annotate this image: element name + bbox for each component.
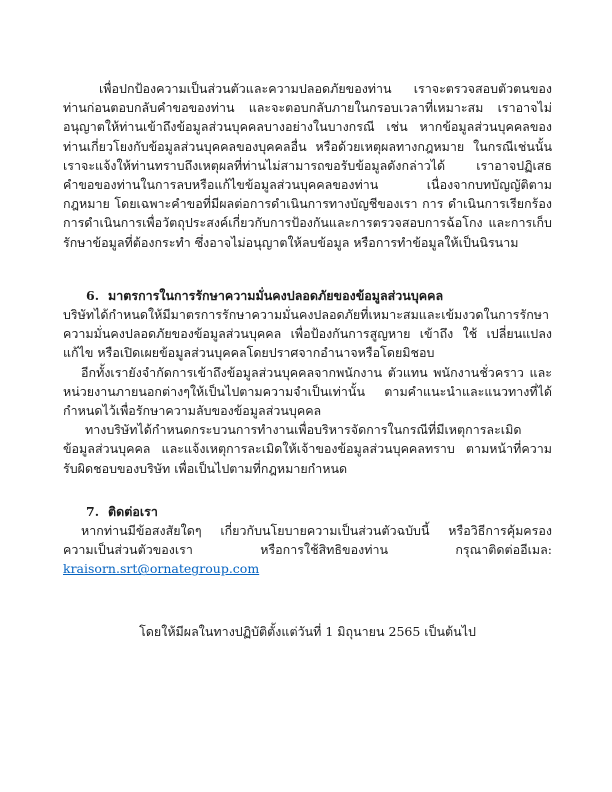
paragraph-breach-process: ทางบริษัทได้กำหนดกระบวนการทำงานเพื่อบริหารจัดการในกรณีที่มีเหตุการละเมิดข้อมูลส่วนบุคคล และแจ้งเหตุการละเมิดให้เจ้าของข้อมูลส่วนบุคคลทราบ ตามหน้าที่ความรับผิดชอบของบริษัท เพื่อเป็นไปตามที่กฎหมายกำหนด (63, 422, 552, 476)
document-content (63, 79, 552, 641)
paragraph-contact-text: หากท่านมีข้อสงสัยใดๆ เกี่ยวกับนโยบายความเป็นส่วนตัวฉบับนี้ หรือวิธีการคุ้มครองความเป็นส่วนตัวของเรา หรือการใช้สิทธิของท่าน กรุณาติดต่ออีเมล: (63, 523, 552, 558)
paragraph-security-measures: บริษัทได้กำหนดให้มีมาตรการรักษาความมั่นคงปลอดภัยที่เหมาะสมและเข้มงวดในการรักษาความมั่นคงปลอดภัยของข้อมูลส่วนบุคคล เพื่อป้องกันการสูญหาย เข้าถึง ใช้ เปลี่ยนแปลง แก้ไข หรือเปิดเผยข้อมูลส่วนบุคคลโดยปราศจากอำนาจหรือโดยมิชอบ (63, 307, 552, 361)
effective-date-line: โดยให้มีผลในทางปฏิบัติตั้งแต่วันที่ 1 มิถุนายน 2565 เป็นต้นไป (139, 623, 476, 639)
section-6-number: 6. (86, 287, 100, 303)
contact-email-link[interactable]: kraisorn.srt@ornategroup.com (63, 561, 260, 577)
section-7-heading (63, 502, 552, 521)
paragraph-contact (63, 521, 552, 579)
paragraph-access-limitation: อีกทั้งเรายังจำกัดการเข้าถึงข้อมูลส่วนบุคคลจากพนักงาน ตัวแทน พนักงานชั่วคราว และหน่วยงานภายนอกต่างๆให้เป็นไปตามความจำเป็นเท่านั้น ตามคำแนะนำและแนวทางที่ได้กำหนดไว้เพื่อรักษาความลับของข้อมูลส่วนบุคคล (63, 364, 552, 419)
paragraph-access-requests: เพื่อปกป้องความเป็นส่วนตัวและความปลอดภัยของท่าน เราจะตรวจสอบตัวตนของท่านก่อนตอบกลับคำขอของท่าน และจะตอบกลับภายในกรอบเวลาที่เหมาะสม เราอาจไม่อนุญาตให้ท่านเข้าถึงข้อมูลส่วนบุคคลบางอย่างในบางกรณี เช่น หากข้อมูลส่วนบุคคลของท่านเกี่ยวโยงกับข้อมูลส่วนบุคคลของบุคคลอื่น หรือด้วยเหตุผลทางกฎหมาย ในกรณีเช่นนั้น เราจะแจ้งให้ท่านทราบถึงเหตุผลที่ท่านไม่สามารถขอรับข้อมูลดังกล่าวได้ เราอาจปฏิเสธคำขอของท่านในการลบหรือแก้ไขข้อมูลส่วนบุคคลของท่าน เนื่องจากบทบัญญัติตามกฎหมาย โดยเฉพาะคำขอที่มีผลต่อการดำเนินการทางบัญชีของเรา การ ดำเนินการเรียกร้อง การดำเนินการเพื่อวัตถุประสงค์เกี่ยวกับการป้องกันและการตรวจสอบการฉ้อโกง และการเก็บรักษาข้อมูลที่ต้องกระทำ ซึ่งอาจไม่อนุญาตให้ลบข้อมูล หรือการทำข้อมูลให้เป็นนิรนาม (63, 81, 552, 250)
section-6-title: มาตรการในการรักษาความมั่นคงปลอดภัยของข้อมูลส่วนบุคคล (108, 287, 444, 303)
section-7-number: 7. (86, 503, 100, 519)
section-6-heading (63, 286, 552, 305)
section-7-title: ติดต่อเรา (108, 503, 158, 519)
